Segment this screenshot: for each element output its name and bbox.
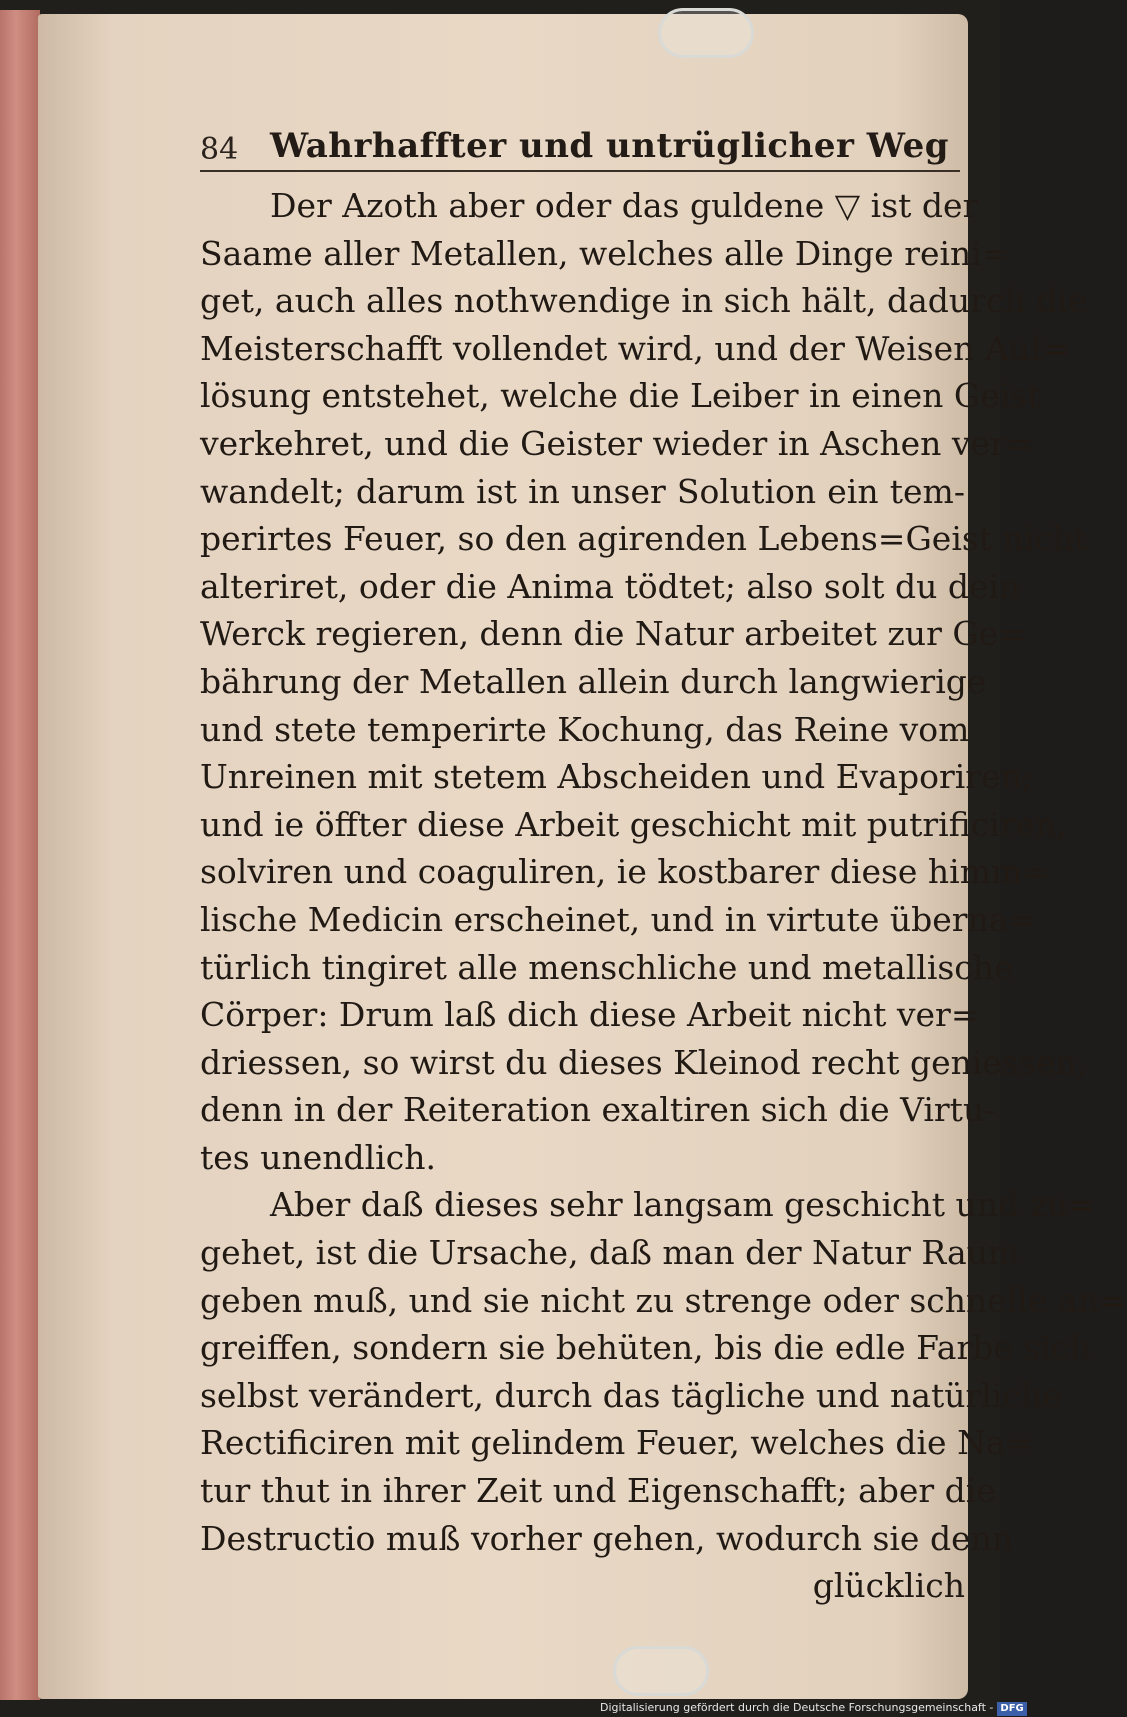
- text-line: Rectificiren mit gelindem Feuer, welches die Na=: [200, 1423, 1034, 1463]
- text-line: perirtes Feuer, so den agirenden Lebens=Geist nicht: [200, 519, 1088, 559]
- text-line: denn in der Reiteration exaltiren sich die Virtu-: [200, 1090, 996, 1130]
- text-line: solviren und coaguliren, ie kostbarer diese himm=: [200, 852, 1050, 892]
- text-line: Saame aller Metallen, welches alle Dinge reini=: [200, 233, 1010, 273]
- text-line: geben muß, und sie nicht zu strenge oder schnelle an=: [200, 1280, 1127, 1320]
- text-line: und stete temperirte Kochung, das Reine vom: [200, 709, 970, 749]
- text-line: lische Medicin erscheinet, und in virtute überna=: [200, 899, 1037, 939]
- text-line: gehet, ist die Ursache, daß man der Natur Raum: [200, 1233, 1020, 1273]
- text-line: Aber daß dieses sehr langsam geschicht und zu=: [270, 1185, 1096, 1225]
- text-line: lösung entstehet, welche die Leiber in einen Geist: [200, 376, 1041, 416]
- text-line: selbst verändert, durch das tägliche und natürliche: [200, 1375, 1062, 1415]
- text-line: verkehret, und die Geister wieder in Aschen ver=: [200, 423, 1034, 463]
- text-line: Der Azoth aber oder das guldene ▽ ist der: [270, 186, 979, 225]
- text-line: driessen, so wirst du dieses Kleinod recht geniessen,: [200, 1042, 1088, 1082]
- text-line: Werck regieren, denn die Natur arbeitet zur Ge=: [200, 614, 1026, 654]
- catchword: glücklich: [812, 1566, 965, 1606]
- text-line: und ie öffter diese Arbeit geschicht mit putrificiren,: [200, 804, 1067, 844]
- page-clip-top: [658, 8, 754, 58]
- text-line: Meisterschafft vollendet wird, und der Weisen Auf=: [200, 328, 1070, 368]
- text-line: greiffen, sondern sie behüten, bis die edle Farbe sich: [200, 1328, 1091, 1368]
- running-head-title: Wahrhaffter und untrüglicher Weg: [270, 126, 950, 166]
- text-line: tes unendlich.: [200, 1137, 436, 1177]
- text-line: Cörper: Drum laß dich diese Arbeit nicht ver=: [200, 995, 979, 1035]
- text-line: türlich tingiret alle menschliche und metallische: [200, 947, 1014, 987]
- running-head: [200, 120, 960, 172]
- book-edge: [0, 10, 40, 1700]
- body-text: [200, 182, 1127, 1610]
- text-line: wandelt; darum ist in unser Solution ein tem-: [200, 471, 965, 511]
- digitization-credit: [600, 1698, 1024, 1717]
- text-line: Destructio muß vorher gehen, wodurch sie denn: [200, 1518, 1014, 1558]
- text-line: Unreinen mit stetem Abscheiden und Evaporiren;: [200, 757, 1033, 797]
- text-line: tur thut in ihrer Zeit und Eigenschafft; aber die: [200, 1471, 996, 1511]
- dfg-logo: DFG: [997, 1702, 1026, 1716]
- text-line: alteriret, oder die Anima tödtet; also solt du dein: [200, 566, 1021, 606]
- page-number: 84: [200, 132, 239, 167]
- text-line: get, auch alles nothwendige in sich hält, dadurch die: [200, 281, 1088, 321]
- credit-text: Digitalisierung gefördert durch die Deutsche Forschungsgemeinschaft -: [600, 1701, 994, 1714]
- page-clip-bottom: [613, 1646, 709, 1696]
- text-line: bährung der Metallen allein durch langwierige: [200, 661, 987, 701]
